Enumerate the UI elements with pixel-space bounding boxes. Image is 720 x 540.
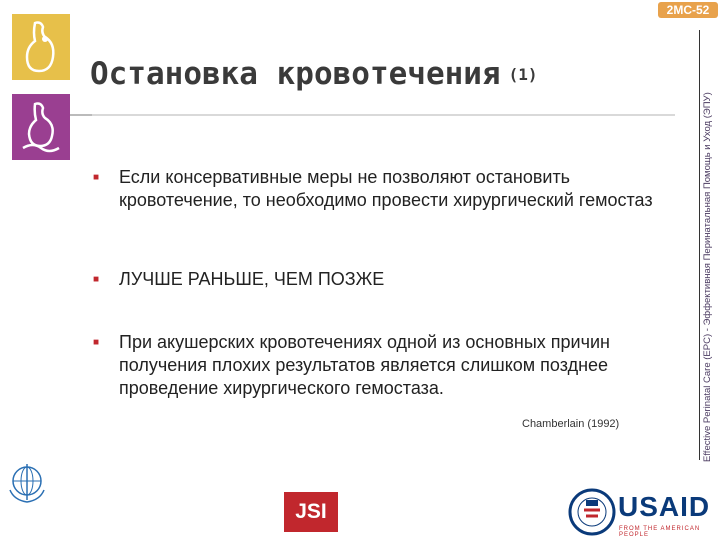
bullet-item (93, 268, 653, 291)
pregnant-woman-logo-purple (12, 94, 70, 160)
bullet-text: Если консервативные меры не позволяют остановить кровотечение, то необходимо провести хирургический гемостаз (119, 167, 653, 210)
title-sub: (1) (508, 65, 538, 84)
bullet-square-icon: ■ (93, 172, 100, 183)
jsi-logo: JSI (284, 492, 338, 532)
usaid-seal-icon (568, 488, 616, 536)
slide-code-badge: 2МС-52 (658, 2, 718, 18)
page-title (90, 56, 538, 92)
side-divider (699, 30, 700, 460)
usaid-wordmark: USAID (618, 491, 711, 522)
citation: Chamberlain (1992) (522, 418, 620, 430)
bullet-item (93, 331, 653, 400)
title-divider (70, 114, 675, 116)
pregnant-woman-icon (21, 19, 61, 75)
usaid-tagline: FROM THE AMERICAN PEOPLE (619, 526, 701, 538)
bullet-text: ЛУЧШЕ РАНЬШЕ, ЧЕМ ПОЗЖЕ (119, 269, 385, 289)
bullet-square-icon: ■ (93, 274, 100, 285)
pregnant-woman-hands-icon (19, 98, 63, 156)
title-main: Остановка кровотечения (90, 56, 501, 92)
bullet-square-icon: ■ (93, 337, 100, 348)
bullet-item (93, 166, 653, 212)
bullet-text: При акушерских кровотечениях одной из основных причин получения плохих результатов является слишком позднее проведение хирургического гемостаза. (119, 332, 610, 398)
who-emblem-icon (4, 460, 50, 506)
pregnant-woman-logo-yellow (12, 14, 70, 80)
side-program-label: Effective Perinatal Care (EPC) - Эффективная Перинатальная Помощь и Уход (ЭПУ) (702, 92, 713, 462)
